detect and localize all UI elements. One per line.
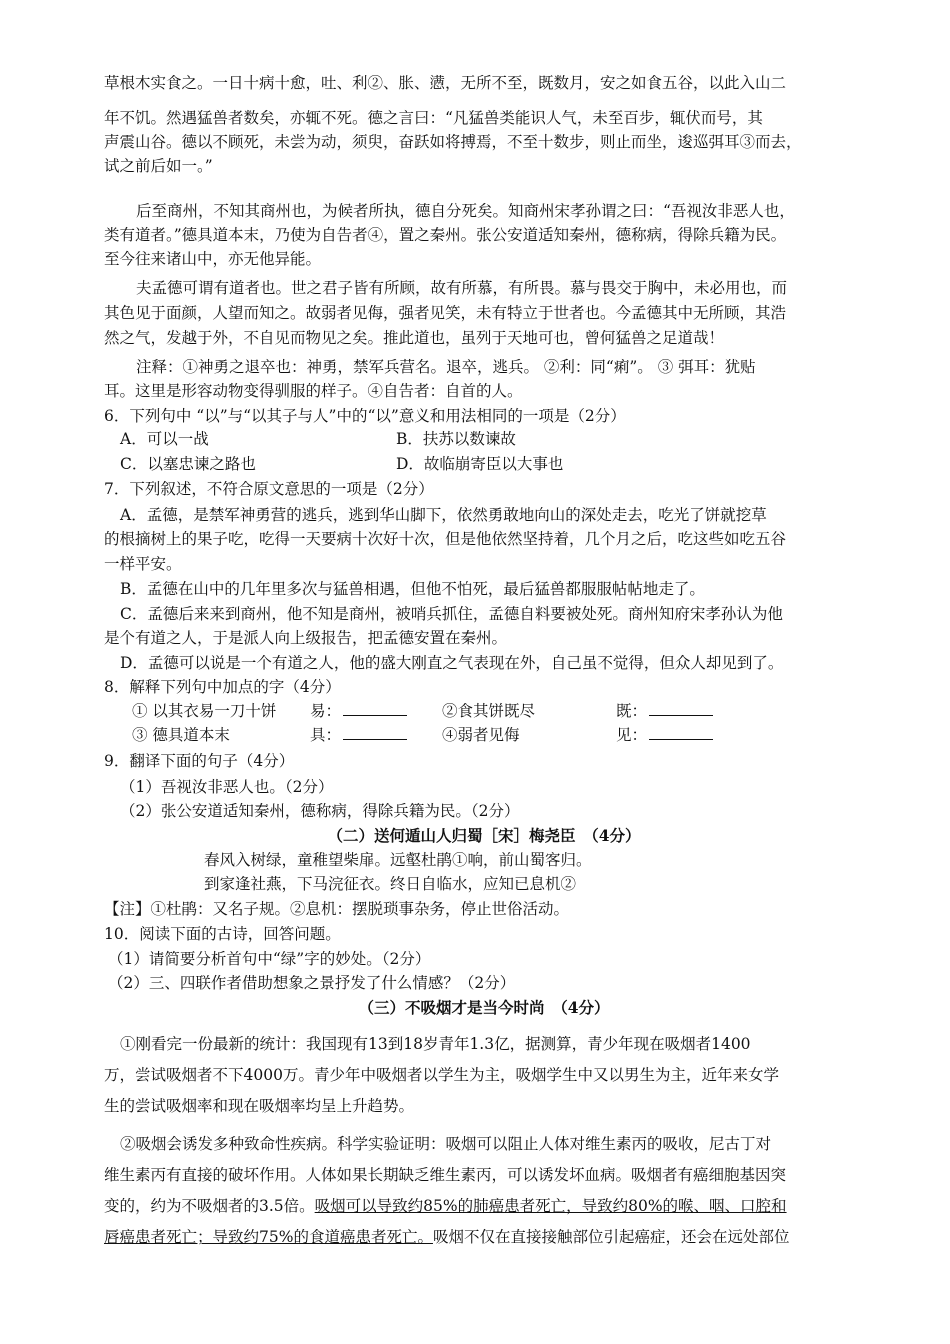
q9-sentence-2: （2）张公安道适知秦州，德称病，得除兵籍为民。（2分）: [120, 802, 520, 820]
answer-blank[interactable]: [343, 701, 407, 716]
q8-answer-label: 见：: [616, 726, 648, 744]
answer-blank[interactable]: [343, 725, 407, 740]
q7-option-d: D．孟德可以说是一个有道之人，他的盛大刚直之气表现在外，自己虽不觉得，但众人却见到了。: [120, 654, 784, 672]
passage-line: 然之气，发越于外，不自见而物见之矣。推此道也，虽列于天地可也，曾何猛兽之足道哉！: [104, 329, 725, 347]
q7-option-c: C．孟德后来来到商州，他不知是商州，被哨兵抓住，孟德自料要被处死。商州知府宋孝孙认为他: [120, 605, 783, 623]
q8-answer-4[interactable]: [616, 724, 713, 746]
question-7-stem: 7．下列叙述，不符合原文意思的一项是（2分）: [104, 480, 434, 498]
q6-option-b: B．扶苏以数谏故: [396, 430, 516, 448]
q8-item-2: ②食其饼既尽: [442, 702, 536, 720]
q10-sub-2: （2）三、四联作者借助想象之景抒发了什么情感？（2分）: [108, 974, 516, 992]
essay-line: 生的尝试吸烟率和现在吸烟率均呈上升趋势。: [104, 1097, 415, 1115]
q8-answer-1[interactable]: [310, 700, 407, 722]
q8-answer-2[interactable]: [616, 700, 713, 722]
q7-option-c-cont: 是个有道之人，于是派人向上级报告，把孟德安置在秦州。: [104, 629, 508, 647]
q8-answer-label: 既：: [616, 702, 648, 720]
question-6-stem: 6．下列句中 “以”与“以其子与人”中的“以”意义和用法相同的一项是（2分）: [104, 407, 626, 425]
underlined-sentence: 唇癌患者死亡；导致约75%的食道癌患者死亡。: [104, 1228, 433, 1246]
essay-text: 变的，约为不吸烟者的3.5倍。: [104, 1197, 315, 1215]
passage-line: 后至商州，不知其商州也，为候者所执，德自分死矣。知商州宋孝孙谓之曰：“吾视汝非恶人也，: [136, 202, 795, 220]
q8-answer-3[interactable]: [310, 724, 407, 746]
passage-line: 年不饥。然遇猛兽者数矣，亦辄不死。德之言曰：“凡猛兽类能识人气，未至百步，辄伏而号，其: [104, 109, 763, 127]
q8-answer-label: 易：: [310, 702, 342, 720]
annotation-line: 耳。这里是形容动物变得驯服的样子。④自告者：自首的人。: [104, 382, 523, 400]
q8-item-3: ③ 德具道本末: [132, 726, 230, 744]
passage-line: 草根木实食之。一日十病十愈，吐、利②、胀、懑，无所不至，既数月，安之如食五谷，以此入山二: [104, 74, 787, 92]
passage-line: 其色见于面颜，人望而知之。故弱者见侮，强者见笑，未有特立于世者也。今孟德其中无所顾，其浩: [104, 304, 787, 322]
passage-line: 试之前后如一。”: [104, 157, 213, 175]
q7-option-a: A．孟德，是禁军神勇营的逃兵，逃到华山脚下，依然勇敢地向山的深处走去，吃光了饼就挖草: [120, 506, 767, 524]
poem-line: 到家逢社燕，下马浣征衣。终日自临水，应知已息机②: [204, 875, 577, 893]
essay-line: 维生素丙有直接的破坏作用。人体如果长期缺乏维生素丙，可以诱发坏血病。吸烟者有癌细胞基因突: [104, 1166, 787, 1184]
answer-blank[interactable]: [649, 701, 713, 716]
q8-item-4: ④弱者见侮: [442, 726, 520, 744]
essay-line: ①刚看完一份最新的统计：我国现有13到18岁青年1.3亿，据测算，青少年现在吸烟者1400: [120, 1035, 751, 1053]
underlined-sentence: 吸烟可以导致约85%的肺癌患者死亡，导致约80%的喉、咽、口腔和: [314, 1197, 787, 1215]
essay-line: [104, 1226, 789, 1248]
question-9-stem: 9．翻译下面的句子（4分）: [104, 752, 295, 770]
poem-note: 【注】①杜鹃：又名子规。②息机：摆脱琐事杂务，停止世俗活动。: [104, 900, 570, 918]
passage-line: 至今往来诸山中，亦无他异能。: [104, 250, 322, 268]
q7-option-a-cont: 的根摘树上的果子吃，吃得一天要病十次好十次，但是他依然坚持着，几个月之后，吃这些如吃五谷: [104, 530, 787, 548]
essay-text: 吸烟不仅在直接接触部位引起癌症，还会在远处部位: [432, 1228, 790, 1246]
q8-answer-label: 具：: [310, 726, 342, 744]
q6-option-d: D．故临崩寄臣以大事也: [396, 455, 564, 473]
poem-line: 春风入树绿，童稚望柴扉。远壑杜鹃①响，前山蜀客归。: [204, 851, 592, 869]
q7-option-b: B．孟德在山中的几年里多次与猛兽相遇，但他不怕死，最后猛兽都服服帖帖地走了。: [120, 580, 705, 598]
question-8-stem: 8．解释下列句中加点的字（4分）: [104, 678, 341, 696]
passage-line: 类有道者。”德具道本末，乃使为自告者④，置之秦州。张公安道适知秦州，德称病，得除兵籍为民。: [104, 226, 787, 244]
q6-option-c: C．以塞忠谏之路也: [120, 455, 256, 473]
essay-line: [104, 1195, 787, 1217]
q9-sentence-1: （1）吾视汝非恶人也。（2分）: [120, 778, 334, 796]
q10-sub-1: （1）请简要分析首句中“绿”字的妙处。（2分）: [108, 950, 431, 968]
q7-option-a-cont: 一样平安。: [104, 555, 182, 573]
passage-line: 声震山谷。德以不顾死，未尝为动，须臾，奋跃如将搏焉，不至十数步，则止而坐，逡巡弭耳③而去，: [104, 133, 802, 151]
poem-title: （二）送何遁山人归蜀［宋］梅尧臣 （4分）: [327, 826, 641, 845]
essay-line: ②吸烟会诱发多种致命性疾病。科学实验证明：吸烟可以阻止人体对维生素丙的吸收，尼古丁对: [120, 1135, 772, 1153]
passage-line: 夫孟德可谓有道者也。世之君子皆有所顾，故有所慕，有所畏。慕与畏交于胸中，未必用也，而: [136, 279, 788, 297]
question-10-stem: 10．阅读下面的古诗，回答问题。: [104, 925, 341, 943]
answer-blank[interactable]: [649, 725, 713, 740]
essay-title: （三）不吸烟才是当今时尚 （4分）: [358, 998, 610, 1017]
annotation-line: 注释：①神勇之退卒也：神勇，禁军兵营名。退卒，逃兵。 ②利：同“痢”。 ③ 弭耳：犹贴: [136, 358, 756, 376]
q8-item-1: ① 以其衣易一刀十饼: [132, 702, 277, 720]
q6-option-a: A．可以一战: [120, 430, 209, 448]
essay-line: 万，尝试吸烟者不下4000万。青少年中吸烟者以学生为主，吸烟学生中又以男生为主，近年来女学: [104, 1066, 779, 1084]
